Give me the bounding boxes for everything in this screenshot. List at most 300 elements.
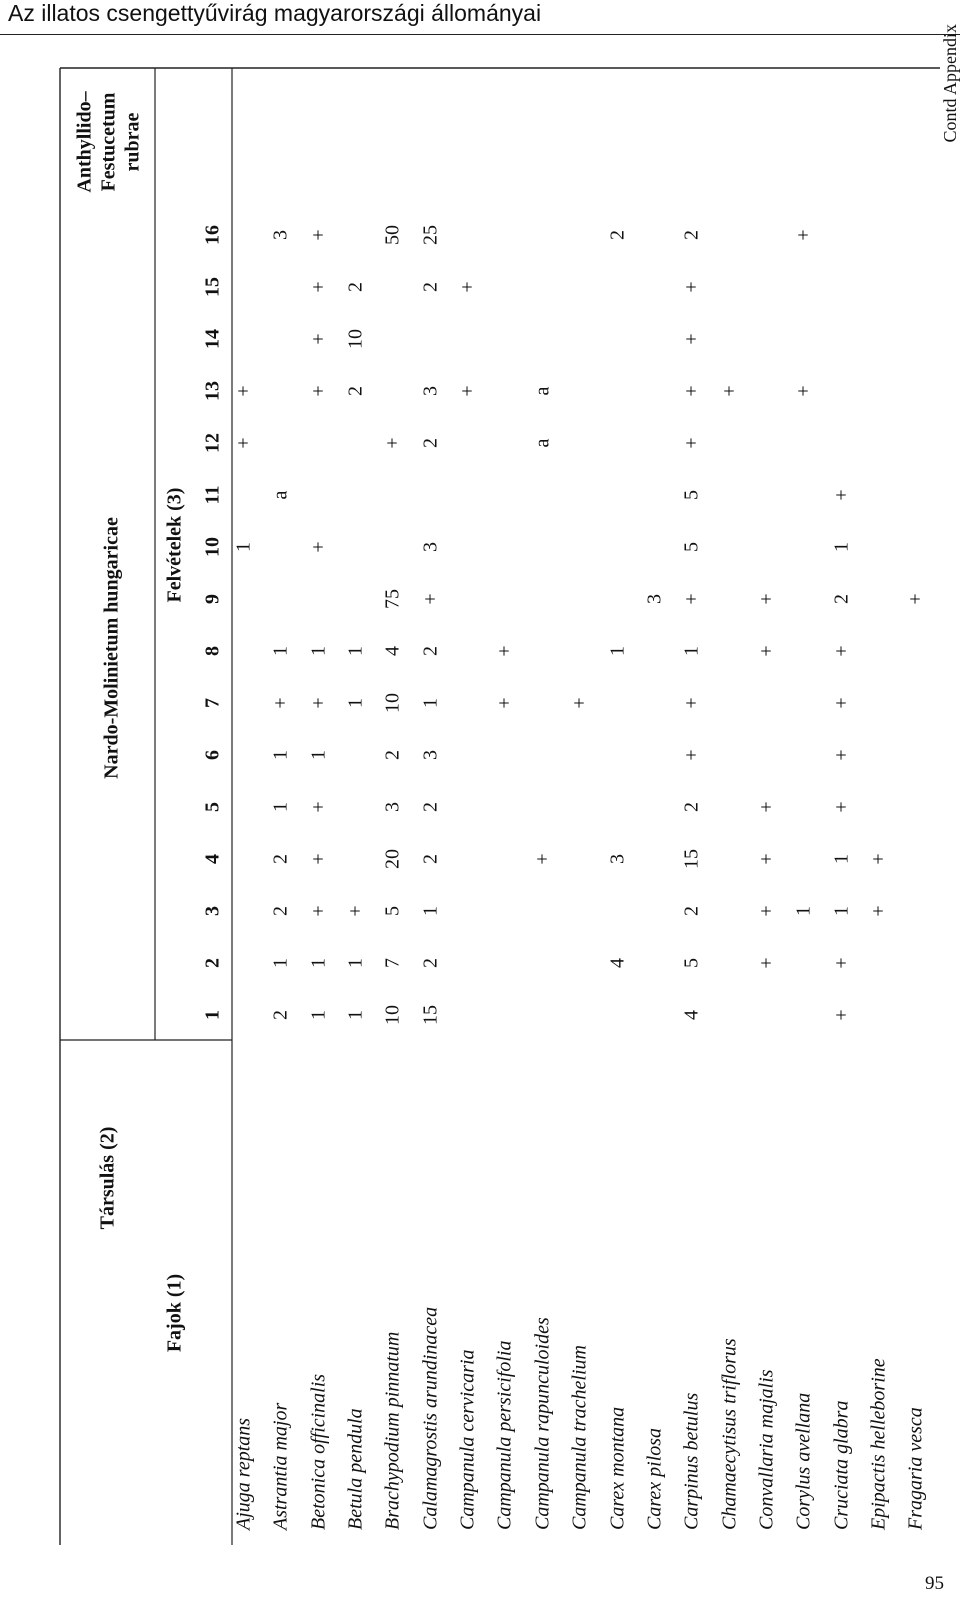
- releves-header: [163, 430, 198, 603]
- cell-r1-c10-text: 1: [232, 542, 255, 552]
- cell-r7-c13: [456, 380, 491, 397]
- species-name: Carex montana: [606, 1406, 628, 1530]
- cell-r15-c4-text: +: [755, 853, 778, 865]
- cell-r13-c1: [680, 1005, 715, 1020]
- cell-r17-c2-text: +: [830, 957, 853, 969]
- cell-r7-c15: [456, 276, 491, 293]
- species-row-18: [867, 1358, 902, 1530]
- cell-r5-c16: [381, 215, 416, 245]
- cell-r8-c8: [493, 640, 528, 657]
- cell-r3-c13: [307, 380, 342, 397]
- cell-r13-c11: [680, 485, 715, 500]
- species-row-17: [830, 1400, 865, 1530]
- cell-r17-c2: [830, 952, 865, 969]
- cell-r11-c8-text: 1: [606, 646, 628, 656]
- association-anthyllido-line-2-text: Festucetum: [97, 92, 120, 192]
- cell-r5-c7-text: 10: [381, 693, 404, 713]
- cell-r17-c3-text: 1: [830, 906, 853, 916]
- cell-r2-c4-text: 2: [269, 854, 292, 864]
- cell-r5-c9: [381, 579, 416, 609]
- cell-r13-c16: [680, 225, 715, 240]
- releve-number-12-text: 12: [201, 433, 224, 453]
- cell-r5-c8-text: 4: [381, 646, 404, 656]
- cell-r18-c4-text: +: [867, 853, 890, 865]
- cell-r3-c1: [307, 1005, 342, 1020]
- continuation-text: Contd Appendix: [940, 24, 960, 143]
- cell-r15-c3: [755, 900, 790, 917]
- cell-r11-c4-text: 3: [606, 854, 628, 864]
- cell-r10-c7: [568, 692, 603, 709]
- cell-r4-c2-text: 1: [344, 958, 367, 968]
- cell-r8-c7: [493, 692, 528, 709]
- releve-number-16-text: 16: [201, 225, 224, 245]
- species-name: Corylus avellana: [792, 1392, 815, 1530]
- cell-r4-c7: [344, 693, 379, 708]
- releve-number-15: [201, 267, 236, 297]
- cell-r13-c9: [680, 588, 715, 605]
- cell-r2-c1: [269, 1005, 304, 1020]
- cell-r2-c8: [269, 641, 304, 656]
- cell-r3-c2: [307, 953, 342, 968]
- species-name: Calamagrostis arundinacea: [419, 1306, 442, 1530]
- cell-r8-c7-text: +: [493, 697, 516, 709]
- releve-number-8-text: 8: [201, 646, 224, 656]
- cell-r12-c9: [643, 589, 678, 604]
- cell-r3-c5: [307, 796, 342, 813]
- cell-r13-c4: [680, 839, 715, 869]
- cell-r17-c4-text: 1: [830, 854, 853, 864]
- cell-r17-c11-text: +: [830, 489, 853, 501]
- cell-r2-c5-text: 1: [269, 802, 292, 812]
- cell-r13-c8: [680, 641, 715, 656]
- cell-r13-c15-text: +: [680, 281, 703, 293]
- species-row-5: [381, 1331, 416, 1530]
- releve-number-8: [201, 641, 236, 656]
- cell-r17-c8-text: +: [830, 645, 853, 657]
- cell-r13-c7-text: +: [680, 697, 703, 709]
- cell-r19-c9-text: +: [904, 593, 927, 605]
- cell-r3-c6: [307, 745, 342, 760]
- cell-r5-c1: [381, 995, 416, 1025]
- cell-r5-c12: [381, 432, 416, 449]
- cell-r6-c3-text: 1: [419, 906, 442, 916]
- cell-r13-c8-text: 1: [680, 646, 703, 656]
- cell-r16-c3-text: 1: [792, 906, 815, 916]
- species-row-19: [904, 1407, 939, 1530]
- cell-r15-c9: [755, 588, 790, 605]
- species-row-13: [680, 1392, 715, 1530]
- cell-r6-c6-text: 3: [419, 750, 442, 760]
- cell-r14-c13-text: +: [718, 385, 741, 397]
- cell-r6-c1: [419, 995, 454, 1025]
- species-header-text: Fajok (1): [163, 1273, 186, 1353]
- cell-r5-c12-text: +: [381, 437, 404, 449]
- cell-r2-c16-text: 3: [269, 230, 292, 240]
- cell-r15-c5: [755, 796, 790, 813]
- cell-r18-c3-text: +: [867, 905, 890, 917]
- cell-r2-c1-text: 2: [269, 1010, 292, 1020]
- cell-r17-c7: [830, 692, 865, 709]
- cell-r17-c6: [830, 744, 865, 761]
- cell-r3-c14: [307, 328, 342, 345]
- releve-number-16: [201, 215, 236, 245]
- cell-r2-c4: [269, 849, 304, 864]
- cell-r2-c3-text: 2: [269, 906, 292, 916]
- cell-r11-c4: [606, 849, 641, 864]
- cell-r5-c8: [381, 641, 416, 656]
- cell-r16-c3: [792, 901, 827, 916]
- cell-r9-c13: [531, 382, 566, 396]
- cell-r6-c12: [419, 433, 454, 448]
- cell-r2-c7: [269, 692, 304, 709]
- cell-r3-c8-text: 1: [307, 646, 330, 656]
- cell-r13-c11-text: 5: [680, 490, 703, 500]
- cell-r5-c7: [381, 683, 416, 713]
- cell-r17-c7-text: +: [830, 697, 853, 709]
- cell-r4-c7-text: 1: [344, 698, 367, 708]
- cell-r2-c5: [269, 797, 304, 812]
- species-row-9: [531, 1317, 566, 1530]
- cell-r6-c4-text: 2: [419, 854, 442, 864]
- cell-r15-c3-text: +: [755, 905, 778, 917]
- species-row-10: [568, 1345, 603, 1530]
- cell-r11-c2-text: 4: [606, 958, 628, 968]
- releve-number-14-text: 14: [201, 329, 224, 349]
- cell-r9-c12-text: a: [531, 438, 554, 448]
- releve-number-1: [201, 1005, 236, 1020]
- cell-r3-c4-text: +: [307, 853, 330, 865]
- cell-r5-c5-text: 3: [381, 802, 404, 812]
- cell-r17-c5-text: +: [830, 801, 853, 813]
- cell-r4-c14: [344, 319, 379, 349]
- cell-r5-c5: [381, 797, 416, 812]
- cell-r13-c1-text: 4: [680, 1010, 703, 1020]
- releve-number-1-text: 1: [201, 1010, 224, 1020]
- cell-r9-c4: [531, 848, 566, 865]
- cell-r3-c7-text: +: [307, 697, 330, 709]
- cell-r2-c7-text: +: [269, 697, 292, 709]
- releve-number-15-text: 15: [201, 277, 224, 297]
- cell-r17-c10-text: 1: [830, 542, 853, 552]
- cell-r17-c4: [830, 849, 865, 864]
- cell-r2-c8-text: 1: [269, 646, 292, 656]
- cell-r13-c14-text: +: [680, 333, 703, 345]
- cell-r13-c10-text: 5: [680, 542, 703, 552]
- releves-header-text: Felvételek (3): [163, 487, 186, 603]
- cell-r3-c16: [307, 224, 342, 241]
- cell-r13-c6-text: +: [680, 749, 703, 761]
- species-header: [163, 1235, 198, 1353]
- species-name: Campanula cervicaria: [456, 1349, 479, 1530]
- cell-r13-c6: [680, 744, 715, 761]
- species-row-7: [456, 1349, 491, 1530]
- cell-r18-c3: [867, 900, 902, 917]
- cell-r5-c6-text: 2: [381, 750, 404, 760]
- cell-r3-c10: [307, 536, 342, 553]
- cell-r3-c16-text: +: [307, 229, 330, 241]
- cell-r4-c13-text: 2: [344, 386, 367, 396]
- cell-r3-c3: [307, 900, 342, 917]
- cell-r17-c6-text: +: [830, 749, 853, 761]
- page-number: 95: [925, 1573, 944, 1594]
- cell-r11-c16: [606, 225, 641, 240]
- cell-r13-c3: [680, 901, 715, 916]
- releve-number-6-text: 6: [201, 750, 224, 760]
- species-name: Epipactis helleborine: [867, 1358, 890, 1530]
- releve-number-3-text: 3: [201, 906, 224, 916]
- cell-r6-c13-text: 3: [419, 386, 442, 396]
- cell-r17-c3: [830, 901, 865, 916]
- species-row-14: [718, 1338, 753, 1530]
- cell-r6-c2-text: 2: [419, 958, 442, 968]
- cell-r2-c11: [269, 486, 304, 500]
- cell-r6-c15: [419, 277, 454, 292]
- cell-r1-c12-text: +: [232, 437, 255, 449]
- cell-r5-c4-text: 20: [381, 849, 404, 869]
- releve-number-2-text: 2: [201, 958, 224, 968]
- cell-r6-c10: [419, 537, 454, 552]
- cell-r4-c8-text: 1: [344, 646, 367, 656]
- cell-r2-c2-text: 1: [269, 958, 292, 968]
- page-title: Az illatos csengettyűvirág magyarországi állományai: [8, 0, 542, 26]
- cell-r13-c16-text: 2: [680, 230, 703, 240]
- cell-r6-c8: [419, 641, 454, 656]
- cell-r2-c6: [269, 745, 304, 760]
- cell-r19-c9: [904, 588, 939, 605]
- species-row-2: [269, 1402, 304, 1530]
- cell-r4-c14-text: 10: [344, 329, 367, 349]
- species-row-4: [344, 1408, 379, 1530]
- cell-r14-c13: [718, 380, 753, 397]
- cell-r3-c5-text: +: [307, 801, 330, 813]
- association-anthyllido-line-3: [121, 83, 156, 172]
- cell-r6-c13: [419, 381, 454, 396]
- cell-r13-c5-text: 2: [680, 802, 703, 812]
- cell-r13-c10: [680, 537, 715, 552]
- cell-r5-c16-text: 50: [381, 225, 404, 245]
- species-name: Cruciata glabra: [830, 1400, 853, 1530]
- cell-r11-c2: [606, 953, 641, 968]
- cell-r11-c8: [606, 641, 641, 656]
- cell-r1-c13-text: +: [232, 385, 255, 397]
- releve-number-7-text: 7: [201, 698, 224, 708]
- cell-r3-c6-text: 1: [307, 750, 330, 760]
- cell-r16-c13: [792, 380, 827, 397]
- cell-r1-c10: [232, 537, 267, 552]
- cell-r3-c4: [307, 848, 342, 865]
- association-header-text: Társulás (2): [96, 1126, 119, 1230]
- releve-number-5-text: 5: [201, 802, 224, 812]
- cell-r5-c4: [381, 839, 416, 869]
- releve-number-2: [201, 953, 236, 968]
- cell-r13-c14: [680, 328, 715, 345]
- cell-r15-c8: [755, 640, 790, 657]
- species-row-15: [755, 1369, 790, 1530]
- cell-r4-c3-text: +: [344, 905, 367, 917]
- cell-r6-c6: [419, 745, 454, 760]
- releve-number-10-text: 10: [201, 537, 224, 557]
- cell-r6-c2: [419, 953, 454, 968]
- cell-r5-c2: [381, 953, 416, 968]
- cell-r6-c5-text: 2: [419, 802, 442, 812]
- cell-r17-c10: [830, 537, 865, 552]
- releve-number-14: [201, 319, 236, 349]
- cell-r3-c13-text: +: [307, 385, 330, 397]
- cell-r7-c13-text: +: [456, 385, 479, 397]
- cell-r6-c4: [419, 849, 454, 864]
- cell-r16-c16: [792, 224, 827, 241]
- species-row-1: [232, 1417, 267, 1530]
- releve-number-4: [201, 849, 236, 864]
- species-name: Carpinus betulus: [680, 1392, 703, 1530]
- cell-r6-c3: [419, 901, 454, 916]
- cell-r4-c1: [344, 1005, 379, 1020]
- cell-r17-c1-text: +: [830, 1009, 853, 1021]
- cell-r13-c2-text: 5: [680, 958, 703, 968]
- cell-r13-c2: [680, 953, 715, 968]
- cell-r17-c1: [830, 1004, 865, 1021]
- cell-r13-c13: [680, 380, 715, 397]
- species-row-3: [307, 1373, 342, 1530]
- cell-r6-c9: [419, 588, 454, 605]
- cell-r4-c8: [344, 641, 379, 656]
- cell-r13-c7: [680, 692, 715, 709]
- species-row-12: [643, 1427, 678, 1530]
- cell-r5-c3: [381, 901, 416, 916]
- cell-r6-c1-text: 15: [419, 1005, 442, 1025]
- species-name: Astrantia major: [269, 1402, 292, 1530]
- cell-r7-c15-text: +: [456, 281, 479, 293]
- cell-r13-c4-text: 15: [680, 849, 703, 869]
- cell-r16-c16-text: +: [792, 229, 815, 241]
- cell-r8-c8-text: +: [493, 645, 516, 657]
- cell-r9-c12: [531, 434, 566, 448]
- cell-r3-c15-text: +: [307, 281, 330, 293]
- association-anthyllido-line-1-text: Anthyllido–: [73, 91, 96, 193]
- cell-r3-c2-text: 1: [307, 958, 330, 968]
- cell-r17-c9: [830, 589, 865, 604]
- cell-r12-c9-text: 3: [643, 594, 666, 604]
- cell-r6-c12-text: 2: [419, 438, 442, 448]
- cell-r16-c13-text: +: [792, 385, 815, 397]
- cell-r15-c5-text: +: [755, 801, 778, 813]
- cell-r3-c7: [307, 692, 342, 709]
- cell-r13-c12-text: +: [680, 437, 703, 449]
- species-row-16: [792, 1392, 827, 1530]
- cell-r13-c12: [680, 432, 715, 449]
- cell-r5-c9-text: 75: [381, 589, 404, 609]
- cell-r1-c12: [232, 432, 267, 449]
- species-name: Betula pendula: [344, 1408, 367, 1530]
- species-name: Ajuga reptans: [232, 1417, 255, 1530]
- cell-r5-c2-text: 7: [381, 958, 404, 968]
- cell-r2-c3: [269, 901, 304, 916]
- releve-number-3: [201, 901, 236, 916]
- cell-r17-c5: [830, 796, 865, 813]
- cell-r17-c8: [830, 640, 865, 657]
- cell-r6-c9-text: +: [419, 593, 442, 605]
- cell-r5-c3-text: 5: [381, 906, 404, 916]
- cell-r6-c5: [419, 797, 454, 812]
- cell-r4-c3: [344, 900, 379, 917]
- cell-r17-c9-text: 2: [830, 594, 853, 604]
- cell-r2-c2: [269, 953, 304, 968]
- cell-r13-c5: [680, 797, 715, 812]
- cell-r3-c15: [307, 276, 342, 293]
- species-name: Fragaria vesca: [904, 1407, 927, 1530]
- cell-r2-c6-text: 1: [269, 750, 292, 760]
- cell-r15-c8-text: +: [755, 645, 778, 657]
- cell-r6-c7: [419, 693, 454, 708]
- cell-r2-c11-text: a: [269, 490, 292, 500]
- cell-r11-c16-text: 2: [606, 230, 628, 240]
- releve-number-11-text: 11: [201, 485, 224, 505]
- cell-r18-c4: [867, 848, 902, 865]
- cell-r15-c9-text: +: [755, 593, 778, 605]
- cell-r6-c16: [419, 215, 454, 245]
- cell-r6-c15-text: 2: [419, 282, 442, 292]
- releve-number-9: [201, 589, 236, 604]
- cell-r17-c11: [830, 484, 865, 501]
- species-name: Campanula persicifolia: [493, 1340, 516, 1530]
- cell-r6-c10-text: 3: [419, 542, 442, 552]
- cell-r15-c4: [755, 848, 790, 865]
- cell-r10-c7-text: +: [568, 697, 591, 709]
- cell-r5-c1-text: 10: [381, 1005, 404, 1025]
- cell-r13-c3-text: 2: [680, 906, 703, 916]
- association-nardo-molinietum-text: Nardo-Molinietum hungaricae: [100, 517, 123, 779]
- releve-number-6: [201, 745, 236, 760]
- cell-r6-c16-text: 25: [419, 225, 442, 245]
- species-row-6: [419, 1306, 454, 1530]
- releve-number-13-text: 13: [201, 381, 224, 401]
- cell-r6-c7-text: 1: [419, 698, 442, 708]
- species-name: Betonica officinalis: [307, 1373, 330, 1530]
- cell-r1-c13: [232, 380, 267, 397]
- cell-r3-c14-text: +: [307, 333, 330, 345]
- species-name: Carex pilosa: [643, 1427, 666, 1530]
- releve-number-7: [201, 693, 236, 708]
- cell-r4-c13: [344, 381, 379, 396]
- species-row-8: [493, 1340, 528, 1530]
- cell-r4-c15-text: 2: [344, 282, 367, 292]
- cell-r13-c13-text: +: [680, 385, 703, 397]
- species-name: Campanula rapunculoides: [531, 1317, 554, 1530]
- releve-number-9-text: 9: [201, 594, 224, 604]
- cell-r13-c15: [680, 276, 715, 293]
- cell-r9-c4-text: +: [531, 853, 554, 865]
- cell-r4-c15: [344, 277, 379, 292]
- species-name: Convallaria majalis: [755, 1369, 778, 1530]
- association-nardo-molinietum: [100, 386, 135, 779]
- cell-r13-c9-text: +: [680, 593, 703, 605]
- cell-r3-c1-text: 1: [307, 1010, 330, 1020]
- cell-r3-c10-text: +: [307, 541, 330, 553]
- cell-r9-c13-text: a: [531, 386, 554, 396]
- cell-r5-c6: [381, 745, 416, 760]
- association-anthyllido-line-3-text: rubrae: [121, 112, 144, 172]
- species-row-11: [606, 1406, 641, 1530]
- cell-r3-c3-text: +: [307, 905, 330, 917]
- species-name: Chamaecytisus triflorus: [718, 1338, 741, 1530]
- association-header: [96, 1075, 131, 1230]
- cell-r15-c2: [755, 952, 790, 969]
- releve-number-11: [201, 476, 236, 505]
- releve-number-5: [201, 797, 236, 812]
- cell-r3-c8: [307, 641, 342, 656]
- cell-r15-c2-text: +: [755, 957, 778, 969]
- cell-r4-c2: [344, 953, 379, 968]
